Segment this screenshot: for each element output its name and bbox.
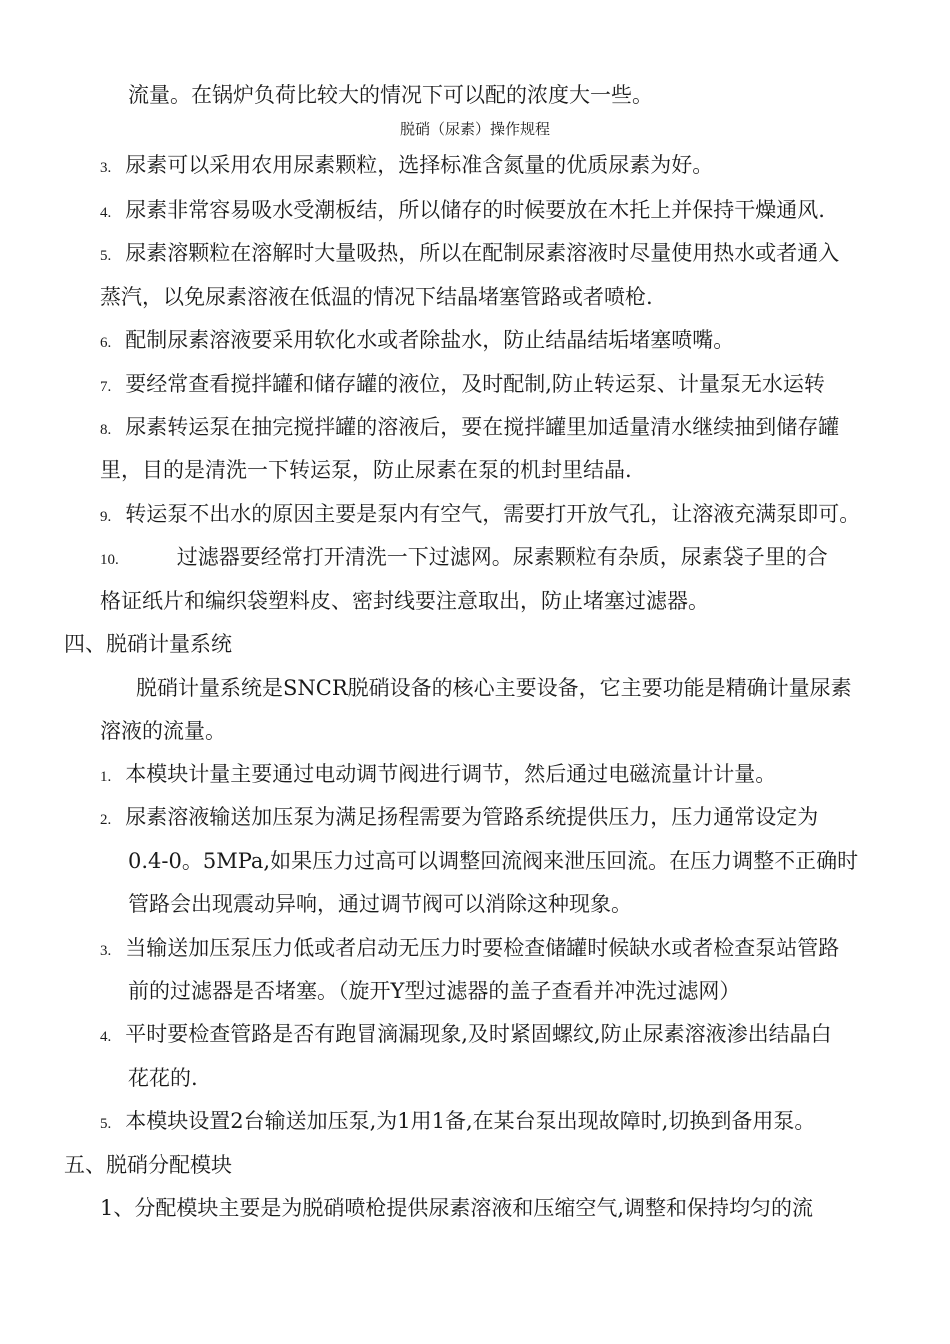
item-number: 3. [100, 943, 112, 959]
list-item [100, 150, 713, 183]
list-item [100, 933, 839, 966]
list-item [100, 238, 839, 271]
list-item [100, 412, 839, 445]
item-text: 尿素转运泵在抽完搅拌罐的溶液后，要在搅拌罐里加适量清水继续抽到储存罐 [125, 415, 840, 439]
item-text: 本模块计量主要通过电动调节阀进行调节，然后通过电磁流量计计量。 [125, 762, 777, 786]
item-number: 7. [100, 379, 112, 395]
item-text: 过滤器要经常打开清洗一下过滤网。尿素颗粒有杂质，尿素袋子里的合 [176, 545, 828, 569]
text-line: 1、分配模块主要是为脱硝喷枪提供尿素溶液和压缩空气,调整和保持均匀的流 [100, 1196, 814, 1220]
item-text: 要经常查看搅拌罐和储存罐的液位，及时配制,防止转运泵、计量泵无水运转 [125, 372, 825, 396]
text-line: 0.4-0。5MPa,如果压力过高可以调整回流阀来泄压回流。在压力调整不正确时 [128, 849, 859, 873]
text-line: 脱硝计量系统是SNCR脱硝设备的核心主要设备，它主要功能是精确计量尿素 [136, 676, 852, 700]
running-header: 脱硝（尿素）操作规程 [399, 120, 550, 138]
text-line: 格证纸片和编织袋塑料皮、密封线要注意取出，防止堵塞过滤器。 [100, 589, 709, 613]
item-text: 尿素溶颗粒在溶解时大量吸热，所以在配制尿素溶液时尽量使用热水或者通入 [125, 241, 840, 265]
list-item [100, 759, 776, 792]
item-number: 3. [100, 160, 112, 176]
item-number: 8. [100, 422, 112, 438]
item-text: 平时要检查管路是否有跑冒滴漏现象,及时紧固螺纹,防止尿素溶液渗出结晶白 [125, 1022, 832, 1046]
list-item [100, 195, 825, 228]
item-number: 9. [100, 509, 112, 525]
list-item [100, 499, 860, 532]
item-text: 转运泵不出水的原因主要是泵内有空气，需要打开放气孔，让溶液充满泵即可。 [125, 502, 861, 526]
item-text: 尿素溶液输送加压泵为满足扬程需要为管路系统提供压力，压力通常设定为 [125, 805, 819, 829]
text-line: 管路会出现震动异响，通过调节阀可以消除这种现象。 [128, 892, 632, 916]
section-heading: 五、脱硝分配模块 [64, 1153, 232, 1177]
section-heading: 四、脱硝计量系统 [64, 632, 232, 656]
item-number: 1. [100, 769, 112, 785]
item-number: 2. [100, 812, 112, 828]
text-line: 流量。在锅炉负荷比较大的情况下可以配的浓度大一些。 [128, 83, 653, 107]
item-text: 配制尿素溶液要采用软化水或者除盐水，防止结晶结垢堵塞喷嘴。 [125, 328, 735, 352]
item-number: 6. [100, 335, 112, 351]
text-line: 里，目的是清洗一下转运泵，防止尿素在泵的机封里结晶. [100, 458, 632, 482]
list-item [100, 802, 818, 835]
item-number: 10. [100, 552, 119, 568]
item-text: 尿素非常容易吸水受潮板结，所以储存的时候要放在木托上并保持干燥通风. [125, 198, 825, 222]
list-item [100, 1019, 832, 1052]
text-line: 前的过滤器是否堵塞。（旋开Y型过滤器的盖子查看并冲洗过滤网） [128, 979, 741, 1003]
item-number: 5. [100, 248, 112, 264]
text-line: 溶液的流量。 [100, 719, 226, 743]
text-line: 花花的. [128, 1066, 198, 1090]
list-item [100, 1106, 815, 1139]
item-text: 尿素可以采用农用尿素颗粒，选择标准含氮量的优质尿素为好。 [125, 153, 714, 177]
list-item [100, 325, 734, 358]
item-number: 5. [100, 1116, 112, 1132]
text-line: 蒸汽，以免尿素溶液在低温的情况下结晶堵塞管路或者喷枪. [100, 285, 653, 309]
list-item [100, 369, 825, 402]
list-item [100, 542, 828, 575]
item-number: 4. [100, 205, 112, 221]
item-text: 本模块设置2台输送加压泵,为1用1备,在某台泵出现故障时,切换到备用泵。 [125, 1109, 816, 1133]
item-number: 4. [100, 1029, 112, 1045]
item-text: 当输送加压泵压力低或者启动无压力时要检查储罐时候缺水或者检查泵站管路 [125, 936, 840, 960]
